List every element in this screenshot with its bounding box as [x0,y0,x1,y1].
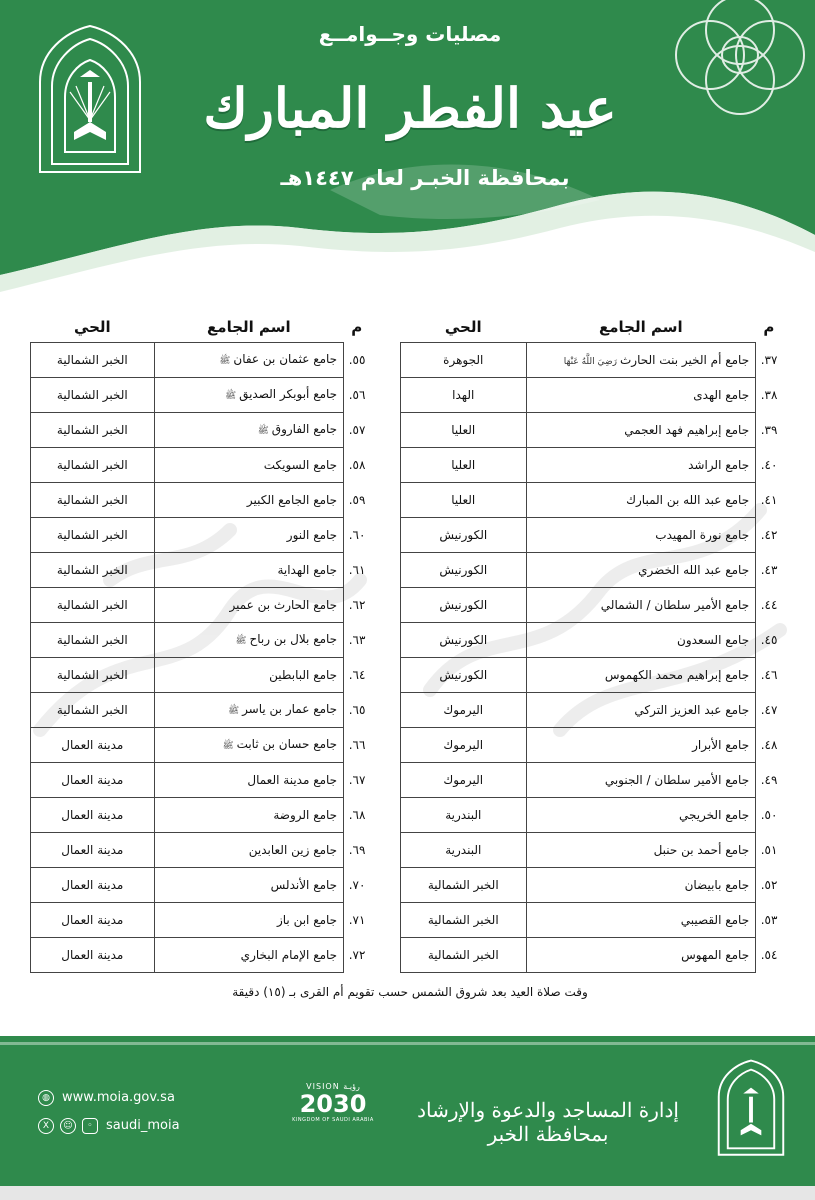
mosque-name-cell [154,553,343,588]
mosque-name: جامع السعدون [677,633,750,647]
table-row [401,903,783,938]
mosque-name-cell [154,728,343,763]
neighborhood-cell: الكورنيش [401,553,527,588]
mosque-name-cell [154,343,343,378]
x-icon[interactable]: X [38,1118,54,1134]
mosque-name: جامع الحارث بن عمير [229,598,338,612]
row-number: ٥٥. [348,353,366,367]
right-table-body [401,343,783,973]
mosque-name-cell [154,658,343,693]
mosque-name-cell [154,448,343,483]
row-number: ٥٣. [760,913,778,927]
mosque-name-cell [154,518,343,553]
row-number: ٤٣. [760,563,778,577]
website-link[interactable]: www.moia.gov.sa [62,1090,175,1105]
table-row [401,798,783,833]
neighborhood-cell: اليرموك [401,693,527,728]
neighborhood-cell: الكورنيش [401,588,527,623]
mosque-name-cell [154,903,343,938]
mosque-name-cell [154,763,343,798]
table-row [401,868,783,903]
neighborhood-cell: الخبر الشمالية [31,448,155,483]
neighborhood-cell: الكورنيش [401,658,527,693]
neighborhood-cell: الهدا [401,378,527,413]
table-row [401,413,783,448]
header-subtitle-top: مصليات وجــوامــع [318,22,502,46]
department-name: إدارة المساجد والدعوة والإرشاد بمحافظة الخبر [417,1098,679,1146]
mosque-name-cell [154,833,343,868]
mosque-name: جامع الخريجي [678,808,750,822]
table-row [401,763,783,798]
mosque-name: جامع عبد العزيز التركي [634,703,750,717]
header-subtitle-bottom: بمحافظة الخبـر لعام ١٤٤٧هـ [280,166,570,190]
mosque-name-cell [526,448,756,483]
row-number: ٤٨. [760,738,778,752]
mosque-name: جامع أحمد بن حنبل [653,843,750,857]
honorific-mark: ﷺ [225,391,237,401]
honorific-mark: ﷺ [222,741,234,751]
mosque-name-cell [526,903,756,938]
mosque-name-cell [526,343,756,378]
mosque-name: جامع بلال بن رباح [249,632,338,646]
row-number: ٦٠. [348,528,366,542]
mosque-name: جامع عثمان بن عفان [233,352,338,366]
table-row [401,623,783,658]
table-row [31,343,371,378]
row-number: ٤٢. [760,528,778,542]
neighborhood-cell: الخبر الشمالية [31,553,155,588]
column-hood-header: الحي [444,318,482,336]
mosque-name-cell [526,588,756,623]
neighborhood-cell: الخبر الشمالية [31,483,155,518]
table-row [401,938,783,973]
row-number: ٦٧. [348,773,366,787]
neighborhood-cell: مدينة العمال [31,833,155,868]
row-number: ٧١. [348,913,366,927]
snapchat-icon[interactable]: ☺ [60,1118,76,1134]
row-number: ٥٧. [348,423,366,437]
neighborhood-cell: اليرموك [401,728,527,763]
vision-year: 2030 [299,1090,367,1118]
table-row [31,378,371,413]
row-number: ٣٩. [760,423,778,437]
mosque-name-cell [154,693,343,728]
table-row [401,553,783,588]
table-row [401,518,783,553]
mosque-name: جامع مدينة العمال [247,773,338,787]
table-row [401,693,783,728]
mosque-name-cell [154,483,343,518]
row-number: ٥٢. [760,878,778,892]
mosque-name: جامع الروضة [273,808,338,822]
mosque-name-cell [154,588,343,623]
mosque-name: جامع الهدى [693,388,750,402]
mosque-name-cell [526,518,756,553]
mosque-name: جامع الأندلس [270,878,338,892]
neighborhood-cell: مدينة العمال [31,763,155,798]
neighborhood-cell: مدينة العمال [31,798,155,833]
row-number: ٣٧. [760,353,778,367]
column-hood-header: الحي [73,318,111,336]
mosque-name-cell [526,728,756,763]
table-row [31,483,371,518]
table-row [31,623,371,658]
mosque-name-cell [526,798,756,833]
table-row [31,658,371,693]
row-number: ٥٦. [348,388,366,402]
neighborhood-cell: مدينة العمال [31,868,155,903]
mosque-name-cell [526,483,756,518]
table-row [401,378,783,413]
row-number: ٦٣. [348,633,366,647]
row-number: ٦٦. [348,738,366,752]
mosque-name-cell [154,938,343,973]
mosque-name: جامع الجامع الكبير [246,493,338,507]
instagram-icon[interactable]: ◦ [82,1118,98,1134]
mosque-name: جامع عمار بن ياسر [242,702,338,716]
left-mosque-table [30,312,370,973]
row-number: ٥٤. [760,948,778,962]
prayer-time-note: وقت صلاة العيد بعد شروق الشمس حسب تقويم أم القرى بـ (١٥) دقيقة [232,985,588,999]
table-row [401,448,783,483]
column-mosque-header: اسم الجامع [207,318,291,336]
mosque-name-cell [154,413,343,448]
honorific-mark: رَضِيَ اللَّهُ عَنْهَا [563,357,617,367]
row-number: ٤٩. [760,773,778,787]
mosque-name-cell [154,378,343,413]
row-number: ٦١. [348,563,366,577]
neighborhood-cell: الخبر الشمالية [31,623,155,658]
table-row [31,693,371,728]
row-number: ٧٠. [348,878,366,892]
table-row [401,833,783,868]
row-number: ٥٠. [760,808,778,822]
mosque-name: جامع بابيضان [684,878,750,892]
mosque-name: جامع نورة المهيدب [655,528,750,542]
mosque-name: جامع أبوبكر الصديق [239,387,338,401]
row-number: ٥٨. [348,458,366,472]
row-number: ٤١. [760,493,778,507]
table-row [31,448,371,483]
mosque-name-cell [154,798,343,833]
mosque-name: جامع إبراهيم محمد الكهموس [604,668,750,682]
neighborhood-cell: الخبر الشمالية [31,518,155,553]
table-row [31,518,371,553]
neighborhood-cell: الجوهرة [401,343,527,378]
row-number: ٤٥. [760,633,778,647]
table-row [31,833,371,868]
mosque-name: جامع الأمير سلطان / الجنوبي [604,773,750,787]
neighborhood-cell: اليرموك [401,763,527,798]
row-number: ٦٨. [348,808,366,822]
mosque-name-cell [526,413,756,448]
mosque-name-cell [526,833,756,868]
neighborhood-cell: الخبر الشمالية [31,413,155,448]
table-row [31,553,371,588]
mosque-name: جامع الأمير سلطان / الشمالي [600,598,750,612]
mosque-name-cell [526,938,756,973]
neighborhood-cell: الخبر الشمالية [31,658,155,693]
neighborhood-cell: الخبر الشمالية [31,588,155,623]
vision-2030-logo [292,1082,374,1148]
neighborhood-cell: العليا [401,448,527,483]
neighborhood-cell: العليا [401,413,527,448]
mosque-name: جامع النور [286,528,338,542]
mosque-name-cell [154,623,343,658]
mosque-name-cell [526,378,756,413]
row-number: ٤٤. [760,598,778,612]
mosque-name-cell [154,868,343,903]
ministry-logo [30,22,150,177]
mosque-name: جامع زين العابدين [248,843,338,857]
table-row [401,728,783,763]
mosque-name-cell [526,868,756,903]
mosque-name: جامع الهداية [277,563,338,577]
mosque-name-cell [526,693,756,728]
neighborhood-cell: الخبر الشمالية [401,868,527,903]
footer-ministry-logo [712,1058,790,1158]
row-number: ٥١. [760,843,778,857]
neighborhood-cell: الكورنيش [401,518,527,553]
mosque-name: جامع الإمام البخاري [240,948,338,962]
mosque-name: جامع عبد الله الخضري [638,563,750,577]
mosque-name: جامع البابطين [269,668,338,682]
row-number: ٤٦. [760,668,778,682]
table-row [401,343,783,378]
neighborhood-cell: الخبر الشمالية [401,903,527,938]
row-number: ٦٩. [348,843,366,857]
table-row [31,728,371,763]
mosque-name: جامع الراشد [688,458,750,472]
row-number: ٣٨. [760,388,778,402]
table-row [31,868,371,903]
table-row [401,483,783,518]
column-number-header: م [763,318,775,337]
table-row [31,763,371,798]
neighborhood-cell: مدينة العمال [31,728,155,763]
table-row [31,798,371,833]
column-mosque-header: اسم الجامع [599,318,683,336]
vision-label: VISION رؤيـة [306,1082,360,1091]
geometric-ornament [665,0,815,120]
right-mosque-table [400,312,782,973]
globe-icon: ◍ [38,1090,54,1106]
mosque-name: جامع إبراهيم فهد العجمي [624,423,750,437]
mosque-name: جامع القصيبي [680,913,750,927]
honorific-mark: ﷺ [219,356,231,366]
row-number: ٦٥. [348,703,366,717]
mosque-name: جامع ابن باز [276,913,338,927]
mosque-name: جامع حسان بن ثابت [236,737,338,751]
honorific-mark: ﷺ [228,706,240,716]
mosque-name: جامع الأبرار [692,738,750,752]
mosque-name: جامع المهوس [681,948,750,962]
neighborhood-cell: الكورنيش [401,623,527,658]
neighborhood-cell: الخبر الشمالية [31,343,155,378]
neighborhood-cell: البندرية [401,833,527,868]
table-row [401,658,783,693]
honorific-mark: ﷺ [235,636,247,646]
mosque-name: جامع السويكت [263,458,338,472]
mosque-name: جامع الفاروق [271,422,338,436]
mosque-name-cell [526,658,756,693]
neighborhood-cell: مدينة العمال [31,903,155,938]
row-number: ٦٢. [348,598,366,612]
mosque-name-cell [526,763,756,798]
row-number: ٤٧. [760,703,778,717]
mosque-name-cell [526,623,756,658]
header-main-title: عيد الفطر المبارك [203,76,617,140]
social-handle[interactable]: saudi_moia [106,1118,180,1133]
column-number-header: م [351,318,363,337]
row-number: ٥٩. [348,493,366,507]
vision-kingdom: KINGDOM OF SAUDI ARABIA [292,1117,374,1123]
table-row [31,588,371,623]
mosque-name: جامع عبد الله بن المبارك [626,493,750,507]
table-row [31,938,371,973]
neighborhood-cell: العليا [401,483,527,518]
row-number: ٦٤. [348,668,366,682]
mosque-name-cell [526,553,756,588]
mosque-name: جامع أم الخير بنت الحارث [620,353,750,367]
neighborhood-cell: مدينة العمال [31,938,155,973]
row-number: ٤٠. [760,458,778,472]
neighborhood-cell: الخبر الشمالية [401,938,527,973]
neighborhood-cell: الخبر الشمالية [31,693,155,728]
neighborhood-cell: الخبر الشمالية [31,378,155,413]
table-row [401,588,783,623]
row-number: ٧٢. [348,948,366,962]
table-row [31,903,371,938]
left-table-body [31,343,371,973]
honorific-mark: ﷺ [257,426,269,436]
neighborhood-cell: البندرية [401,798,527,833]
table-row [31,413,371,448]
